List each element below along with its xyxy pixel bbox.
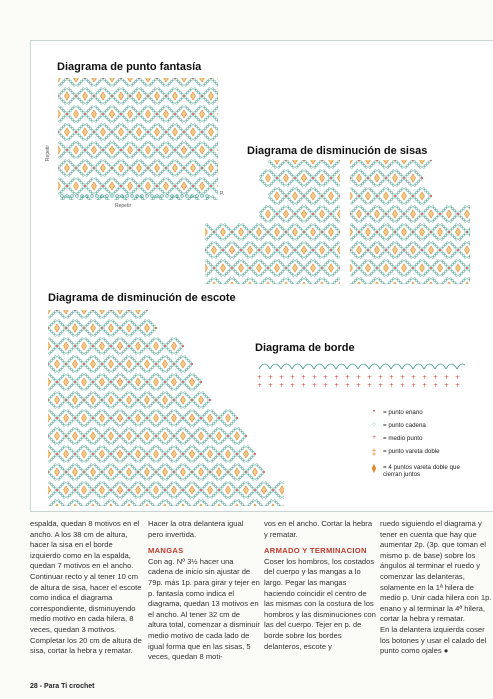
single-crochet-icon: + [372,434,376,441]
cluster-icon: ⧫ [371,463,377,473]
body-paragraph: Hacer la otra delantera igual pero invertida. [148,519,244,539]
title-sisas: Diagrama de disminución de sisas [247,145,428,157]
text-column-1 [30,519,142,657]
diagram-borde [255,355,465,389]
text-column-3 [264,519,376,652]
treble-crochet-icon: ‡ [371,447,377,457]
body-paragraph: Coser los hombros, los costados del cuerpo y las mangas a lo largo. Pegar las mangas haciendo coincidir el centro de las mismas con la costura de los hombros y las disminuciones con las del cuerpo. Tejer en p. de borde sobre los bordes delanteros, escote y [264,556,376,651]
section-heading: ARMADO Y TERMINACION [264,546,367,556]
text-column-2 [148,519,260,663]
body-paragraph: Con ag. Nº 3½ hacer una cadena de inicio sin ajustar de 79p. más 1p. para girar y tejer en p. fantasía como indica el diagrama, quedan 13 motivos en el ancho. Al tener 32 cm de altura total, comenzar a disminuir medio motivo de cada lado de igual forma que en las sisas, 5 veces, quedan 8 moti- [148,556,260,662]
diagram-fantasia [58,78,218,200]
title-escote: Diagrama de disminución de escote [48,292,236,304]
body-paragraph: En la delantera izquierda coser los botones y usar el calado del punto como ojales ● [380,624,487,656]
section-heading: MANGAS [148,546,184,556]
repeat-label-vertical: Repetir [45,144,52,162]
diagram-escote [48,310,284,506]
p-label: P. [220,191,225,197]
body-paragraph: espalda, quedan 8 motivos en el ancho. A los 38 cm de altura, hacer la sisa en el borde izquierdo como en la espalda, quedan 7 motivos en el ancho. Continuar recto y al tener 10 cm de altura de sisa, hacer el escote como indica el diagrama correspondiente, disminuyendo medio motivo en cada hilera, 8 veces, quedan 3 motivos. Completar los 20 cm de altura de sisa, cortar la hebra y rematar. [30,519,142,656]
diagram-sisas-right [350,160,470,284]
body-paragraph: ruedo siguiendo el diagrama y tener en cuenta que hay que aumentar 2p. (3p. que toman el mismo p. de base) sobre los ángulos al terminar el ruedo y comenzar las delanteras, solamente en la 1ª hilera de medio p. Unir cada hilera con 1p. enano y al terminar la 4ª hilera, cortar la hebra y rematar. [380,519,492,624]
title-borde: Diagrama de borde [255,342,355,354]
page-footer: 28 - Para Ti crochet [30,683,95,690]
slip-stitch-icon: • [372,408,376,415]
diagram-sisas-left [205,160,340,284]
title-fantasia: Diagrama de punto fantasía [57,61,202,73]
chain-stitch-icon: ○ [372,421,376,428]
repeat-label-horizontal: Repetir [115,203,132,209]
text-column-4 [380,519,492,657]
body-paragraph: vos en el ancho. Cortar la hebra y rematar. [264,519,373,539]
